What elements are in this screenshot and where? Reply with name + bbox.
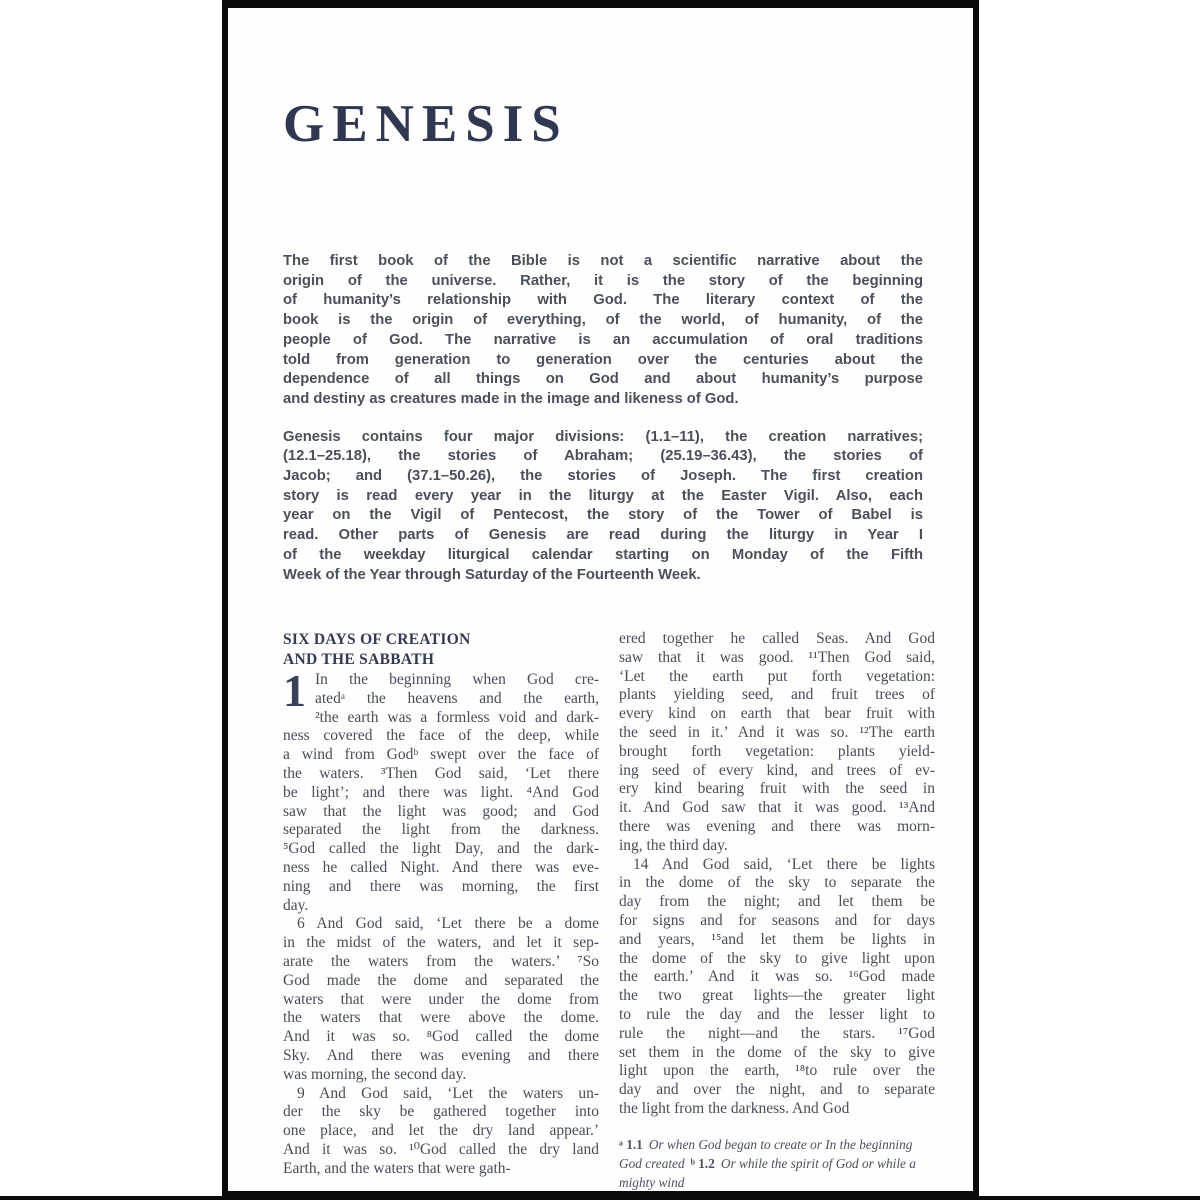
left-column (283, 630, 599, 1192)
intro-paragraph-1: The first book of the Bible is not a scientific narrative about the origin of the universe. Rather, it is the story of the beginning of humanity’s relationship with God. The literary context of the book is the origin of everything, of the world, of humanity, of the people of God. The narrative is an accumulation of oral traditions told from generation to generation over the centuries about the dependence of all things on God and about humanity’s purpose and destiny as creatures made in the image and likeness of God. (283, 253, 923, 407)
section-heading: SIX DAYS OF CREATION AND THE SABBATH (283, 631, 471, 668)
chapter-1-verses-1-5: In the beginning when God cre- atedᵃ the heavens and the earth, ²the earth was a formless void and dark- ness covered the face of the deep, while a wind from Godᵇ swept over the face of the waters. ³Then God said, ‘Let there be light’; and there was light. ⁴And God saw that the light was good; and God separated the light from the darkness. ⁵God called the light Day, and the dark- ness he called Night. And there was eve- ning and there was morning, the first day. (283, 671, 599, 914)
book-title: GENESIS (283, 95, 569, 153)
translation-footnotes: ᵃ 1.1 Or when God began to create or In the beginning God created ᵇ 1.2 Or while the spirit of God or while a mighty wind (619, 1136, 916, 1190)
chapter-number-dropcap: 1 (283, 665, 306, 716)
right-column (619, 630, 935, 1192)
intro-paragraph-2: Genesis contains four major divisions: (1.1–11), the creation narratives; (12.1–25.18), the stories of Abraham; (25.19–36.43), the stories of Jacob; and (37.1–50.26), the stories of Joseph. The first creation story is read every year in the liturgy at the Easter Vigil. Also, each year on the Vigil of Pentecost, the story of the Tower of Babel is read. Other parts of Genesis are read during the liturgy in Year I of the weekday liturgical calendar starting on Monday of the Fifth Week of the Year through Saturday of the Fourteenth Week. (283, 428, 923, 583)
bible-page-frame (222, 0, 979, 1200)
verse-6-paragraph: 6 And God said, ‘Let there be a dome in the midst of the waters, and let it sep- arate the waters from the waters.’ ⁷So God made the dome and separated the waters that were under the dome from the waters that were above the dome. And it was so. ⁸God called the dome Sky. And there was evening and there was morning, the second day. (283, 915, 599, 1083)
verse-9-paragraph: 9 And God said, ‘Let the waters un- der the sky be gathered together into one place, and let the dry land appear.’ And it was so. ¹⁰God called the dry land Earth, and the waters that were gath- (283, 1084, 599, 1177)
verse-14-paragraph: 14 And God said, ‘Let there be lights in the dome of the sky to separate the day from the night; and let them be for signs and for seasons and for days and years, ¹⁵and let them be lights in the dome of the sky to give light upon the earth.’ And it was so. ¹⁶God made the two great lights—the greater light to rule the day and the lesser light to rule the night—and the stars. ¹⁷God set them in the dome of the sky to give light upon the earth, ¹⁸to rule over the day and over the night, and to separate the light from the darkness. And God (619, 855, 935, 1117)
scripture-columns (283, 630, 935, 1192)
book-introduction (283, 252, 923, 603)
bottom-border-strip (0, 1196, 1200, 1200)
chapter-1-opening-paragraph (283, 665, 599, 915)
verse-10-continuation-paragraph: ered together he called Seas. And God saw that it was good. ¹¹Then God said, ‘Let the earth put forth vegetation: plants yielding seed, and fruit trees of every kind on earth that bear fruit with the seed in it.’ And it was so. ¹²The earth brought forth vegetation: plants yield- ing seed of every kind, and trees of ev- ery kind bearing fruit with the seed in it. And God saw that it was good. ¹³And there was evening and there was morn- ing, the third day. (619, 630, 935, 854)
